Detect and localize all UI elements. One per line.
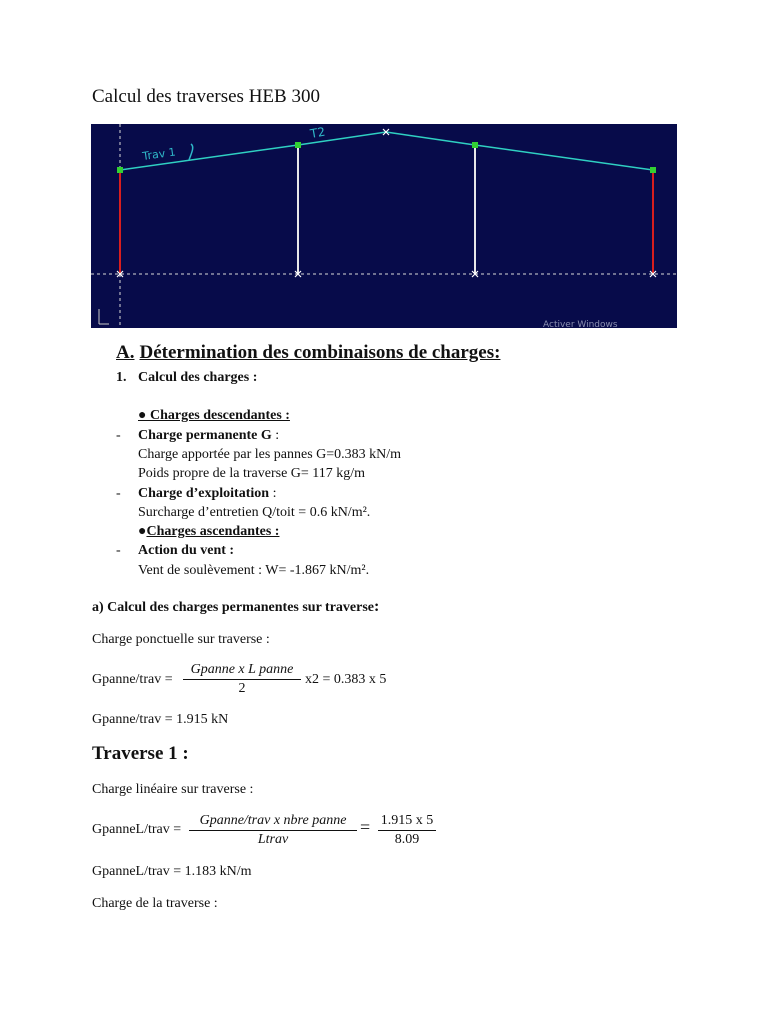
subsection-a-heading [92,598,379,616]
formula1-rhs: x2 = 0.383 x 5 [305,672,387,687]
formula2-equals: = [360,817,371,837]
page-title: Calcul des traverses HEB 300 [92,86,320,107]
formula2-denominator-values: 8.09 [394,832,420,847]
result-gpanne-trav: Gpanne/trav = 1.915 kN [92,712,229,727]
section-a-heading [116,342,500,364]
exploitation-line-1: Surcharge d’entretien Q/toit = 0.6 kN/m². [138,505,371,520]
annotation-t2: T2 [309,124,327,141]
portal-frame-drawing [91,124,677,328]
subsection-a-label: a) Calcul des charges permanentes sur traverse [92,600,375,615]
support-nodes [117,129,656,277]
result-gpanne-lineaire: GpanneL/trav = 1.183 kN/m [92,864,252,879]
watermark: Activer Windows [543,320,618,328]
formula1-lhs: Gpanne/trav = [92,672,173,687]
portal-frame-figure [91,124,677,328]
step-label: Calcul des charges : [138,370,258,385]
joint-nodes [117,142,656,173]
annotation-trav1-mark [189,144,193,160]
permanent-load-item [138,428,279,444]
charge-traverse-intro: Charge de la traverse : [92,896,218,911]
exploitation-load-colon: : [269,486,277,501]
exploitation-load-label: Charge d’exploitation [138,486,270,501]
annotation-trav1: Trav 1 [141,145,177,163]
rafter [120,132,653,170]
formula2-denominator: Ltrav [257,832,289,847]
lineaire-intro: Charge linéaire sur traverse : [92,782,254,797]
step-number: 1. [116,370,127,385]
formula2-fraction [189,813,357,848]
formula1-numerator: Gpanne x L panne [183,662,301,680]
coordinate-axes-icon [99,309,109,324]
list-dash: - [116,543,121,558]
permanent-load-colon: : [271,428,280,443]
permanent-load-label: Charge permanente G [138,428,272,443]
charges-descendantes-heading: ● Charges descendantes : [138,408,290,423]
traverse-1-heading: Traverse 1 : [92,743,189,764]
subsection-a-colon: : [374,598,380,615]
section-title: Détermination des combinaisons de charges: [139,342,501,363]
charges-ascendantes-label: Charges ascendantes : [146,524,280,539]
wind-action-label: Action du vent : [138,543,235,558]
formula2-numerator-values: 1.915 x 5 [378,813,436,831]
list-dash: - [116,428,121,443]
exploitation-load-item [138,486,276,502]
bullet: ● [138,524,147,539]
section-letter: A. [116,342,135,363]
list-dash: - [116,486,121,501]
formula1-fraction [183,662,301,697]
ponctuelle-intro: Charge ponctuelle sur traverse : [92,632,270,647]
formula2-fraction-values [378,813,436,848]
formula2-lhs: GpanneL/trav = [92,822,182,837]
formula2-numerator: Gpanne/trav x nbre panne [189,813,357,831]
formula1-denominator: 2 [238,681,246,696]
charges-ascendantes-heading [138,524,279,540]
wind-line-1: Vent de soulèvement : W= -1.867 kN/m². [138,563,370,578]
permanent-line-1: Charge apportée par les pannes G=0.383 kN/m [138,447,402,462]
permanent-line-2: Poids propre de la traverse G= 117 kg/m [138,466,366,481]
